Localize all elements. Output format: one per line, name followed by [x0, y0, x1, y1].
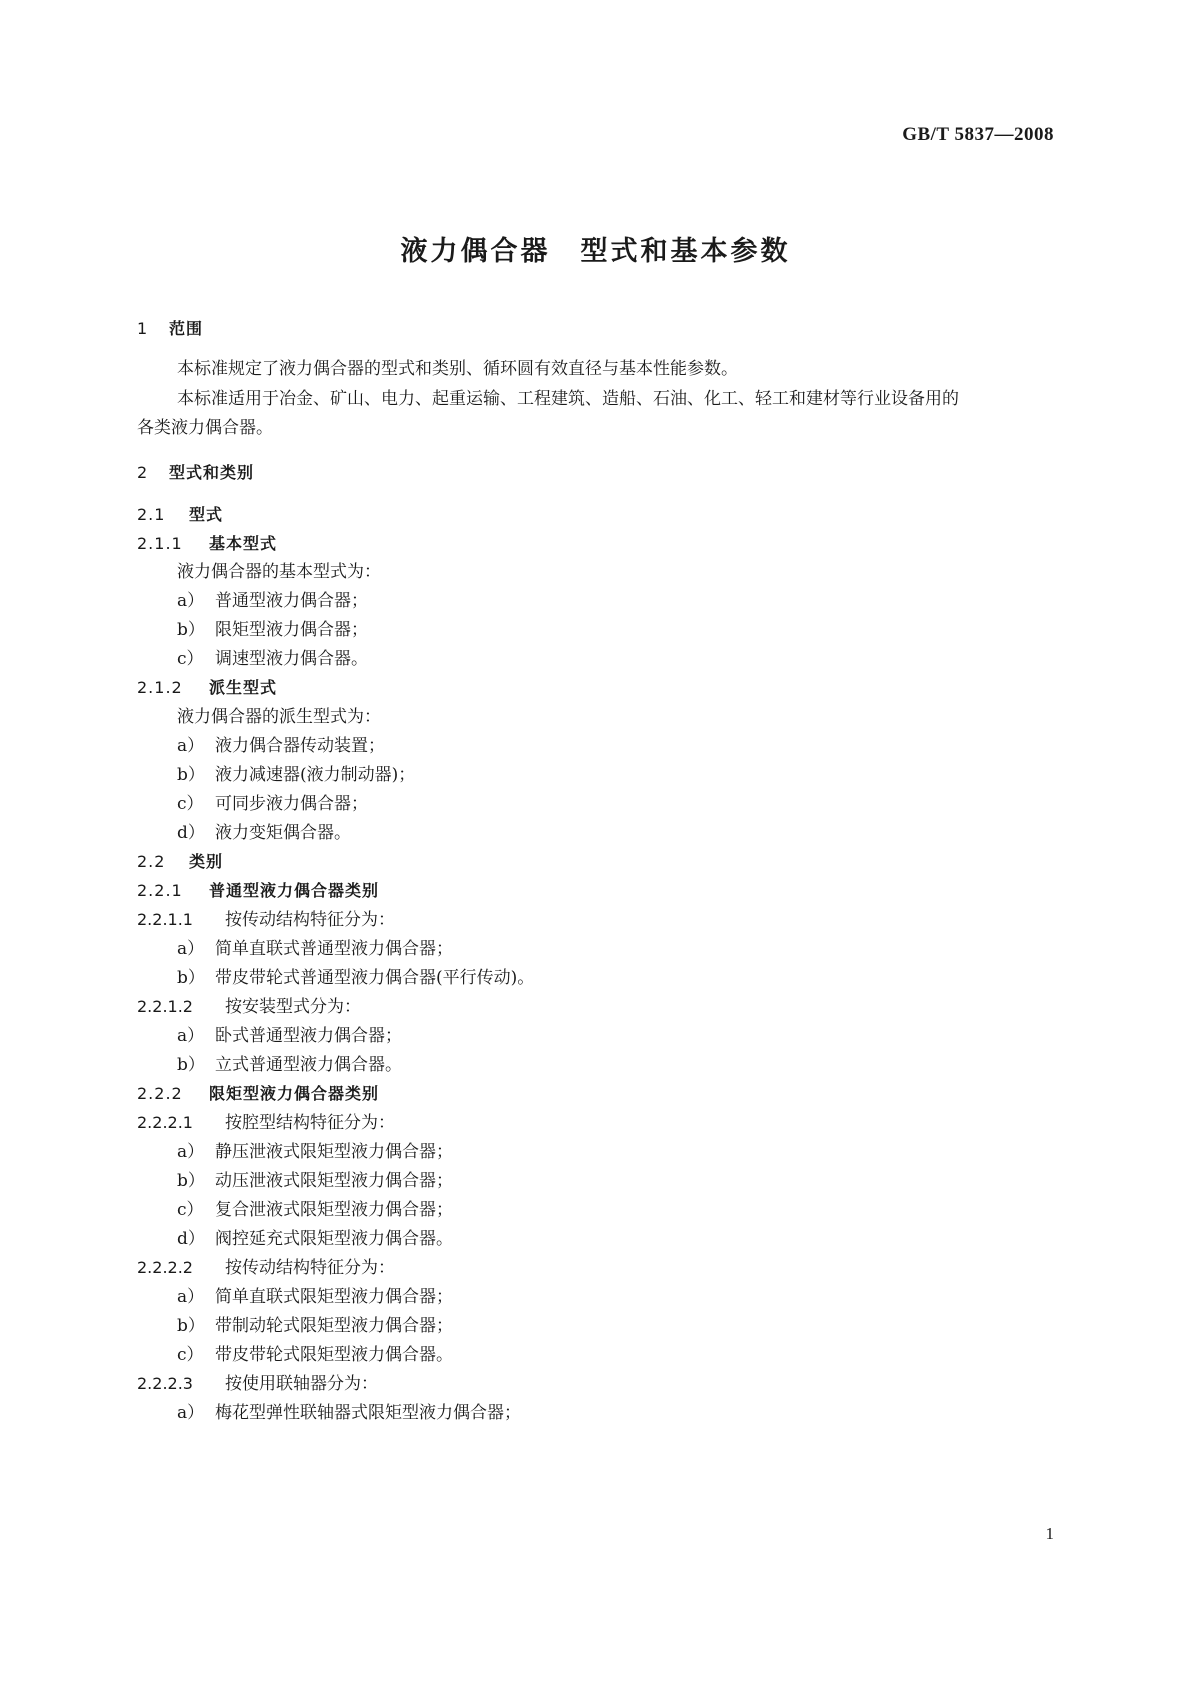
list-item-label: a） [177, 1403, 205, 1423]
section-heading [137, 1084, 379, 1104]
paragraph-line: 各类液力偶合器。 [137, 418, 273, 438]
subsection-number: 2.2.1.2 [137, 997, 193, 1016]
section-title: 基本型式 [209, 534, 278, 553]
subsection-text: 按传动结构特征分为： [225, 1258, 395, 1278]
list-item [177, 736, 385, 756]
subsection-line [137, 1258, 395, 1278]
section-number: 2.1 [137, 505, 166, 524]
subsection-line [137, 1374, 378, 1394]
subsection-line [137, 997, 361, 1017]
subsection-text: 按腔型结构特征分为： [225, 1113, 395, 1133]
list-item [177, 1142, 453, 1162]
list-item-text: 带皮带轮式普通型液力偶合器(平行传动)。 [215, 968, 535, 988]
list-item [177, 765, 415, 785]
list-item [177, 1026, 402, 1046]
subsection-line [137, 1113, 395, 1133]
subsection-text: 按安装型式分为： [225, 997, 361, 1017]
list-item-text: 卧式普通型液力偶合器； [215, 1026, 402, 1046]
list-item-label: a） [177, 1142, 205, 1162]
list-item-text: 静压泄液式限矩型液力偶合器； [215, 1142, 453, 1162]
paragraph-line: 本标准规定了液力偶合器的型式和类别、循环圆有效直径与基本性能参数。 [177, 359, 738, 379]
list-item-label: c） [177, 649, 204, 669]
list-item-label: c） [177, 794, 204, 814]
list-item [177, 1171, 453, 1191]
standard-number: GB/T 5837—2008 [902, 124, 1054, 145]
list-item-label: d） [177, 823, 205, 843]
list-item [177, 968, 534, 988]
section-heading [137, 534, 277, 554]
list-item-text: 立式普通型液力偶合器。 [215, 1055, 402, 1075]
list-item [177, 591, 368, 611]
list-item [177, 1345, 453, 1365]
subsection-number: 2.2.2.1 [137, 1113, 193, 1132]
section-number: 1 [137, 319, 149, 338]
list-item [177, 1287, 453, 1307]
list-item [177, 1403, 521, 1423]
list-item [177, 1316, 453, 1336]
list-item-label: b） [177, 1055, 205, 1075]
list-item-text: 液力减速器(液力制动器)； [215, 765, 416, 785]
subsection-text: 按传动结构特征分为： [225, 910, 395, 930]
list-item-text: 带皮带轮式限矩型液力偶合器。 [215, 1345, 453, 1365]
list-item [177, 649, 368, 669]
section-number: 2.2 [137, 852, 166, 871]
list-item-text: 带制动轮式限矩型液力偶合器； [215, 1316, 453, 1336]
list-item-text: 液力变矩偶合器。 [215, 823, 351, 843]
list-item-label: a） [177, 736, 205, 756]
list-item-text: 阀控延充式限矩型液力偶合器。 [215, 1229, 453, 1249]
section-number: 2.1.2 [137, 678, 183, 697]
list-item-label: a） [177, 591, 205, 611]
section-title: 型式和类别 [169, 463, 255, 482]
page-number: 1 [1045, 1524, 1054, 1543]
list-item-text: 复合泄液式限矩型液力偶合器； [215, 1200, 453, 1220]
section-number: 2.2.2 [137, 1084, 183, 1103]
list-item-text: 简单直联式普通型液力偶合器； [215, 939, 453, 959]
subsection-text: 按使用联轴器分为： [225, 1374, 378, 1394]
section-heading [137, 319, 203, 339]
list-item [177, 794, 368, 814]
list-item-label: b） [177, 620, 205, 640]
section-title: 派生型式 [209, 678, 278, 697]
section-heading [137, 463, 254, 483]
list-item-text: 梅花型弹性联轴器式限矩型液力偶合器； [215, 1403, 521, 1423]
section-title: 限矩型液力偶合器类别 [209, 1084, 380, 1103]
section-number: 2.2.1 [137, 881, 183, 900]
section-heading [137, 852, 223, 872]
list-item-text: 简单直联式限矩型液力偶合器； [215, 1287, 453, 1307]
subsection-line [137, 910, 395, 930]
list-item [177, 1055, 402, 1075]
list-item-text: 动压泄液式限矩型液力偶合器； [215, 1171, 453, 1191]
list-item-text: 限矩型液力偶合器； [215, 620, 368, 640]
list-item [177, 939, 453, 959]
section-title: 型式 [189, 505, 224, 524]
list-item-text: 液力偶合器传动装置； [215, 736, 385, 756]
paragraph-line: 液力偶合器的基本型式为： [177, 562, 381, 582]
subsection-number: 2.2.1.1 [137, 910, 193, 929]
list-item-text: 可同步液力偶合器； [215, 794, 368, 814]
list-item [177, 823, 351, 843]
section-heading [137, 678, 277, 698]
list-item-label: a） [177, 1287, 205, 1307]
list-item-label: c） [177, 1200, 204, 1220]
section-heading [137, 881, 379, 901]
list-item [177, 1229, 453, 1249]
list-item [177, 1200, 453, 1220]
subsection-number: 2.2.2.3 [137, 1374, 193, 1393]
paragraph-line: 液力偶合器的派生型式为： [177, 707, 381, 727]
list-item-label: b） [177, 1316, 205, 1336]
section-title: 范围 [169, 319, 204, 338]
list-item-label: b） [177, 1171, 205, 1191]
list-item-label: d） [177, 1229, 205, 1249]
subsection-number: 2.2.2.2 [137, 1258, 193, 1277]
section-number: 2.1.1 [137, 534, 183, 553]
section-number: 2 [137, 463, 149, 482]
paragraph-line: 本标准适用于冶金、矿山、电力、起重运输、工程建筑、造船、石油、化工、轻工和建材等行业设备用的 [177, 389, 959, 409]
section-heading [137, 505, 223, 525]
list-item-label: b） [177, 968, 205, 988]
document-title: 液力偶合器 型式和基本参数 [400, 236, 791, 267]
list-item [177, 620, 368, 640]
section-title: 类别 [189, 852, 224, 871]
list-item-text: 普通型液力偶合器； [215, 591, 368, 611]
section-title: 普通型液力偶合器类别 [209, 881, 380, 900]
list-item-text: 调速型液力偶合器。 [215, 649, 368, 669]
list-item-label: c） [177, 1345, 204, 1365]
list-item-label: b） [177, 765, 205, 785]
list-item-label: a） [177, 1026, 205, 1046]
list-item-label: a） [177, 939, 205, 959]
